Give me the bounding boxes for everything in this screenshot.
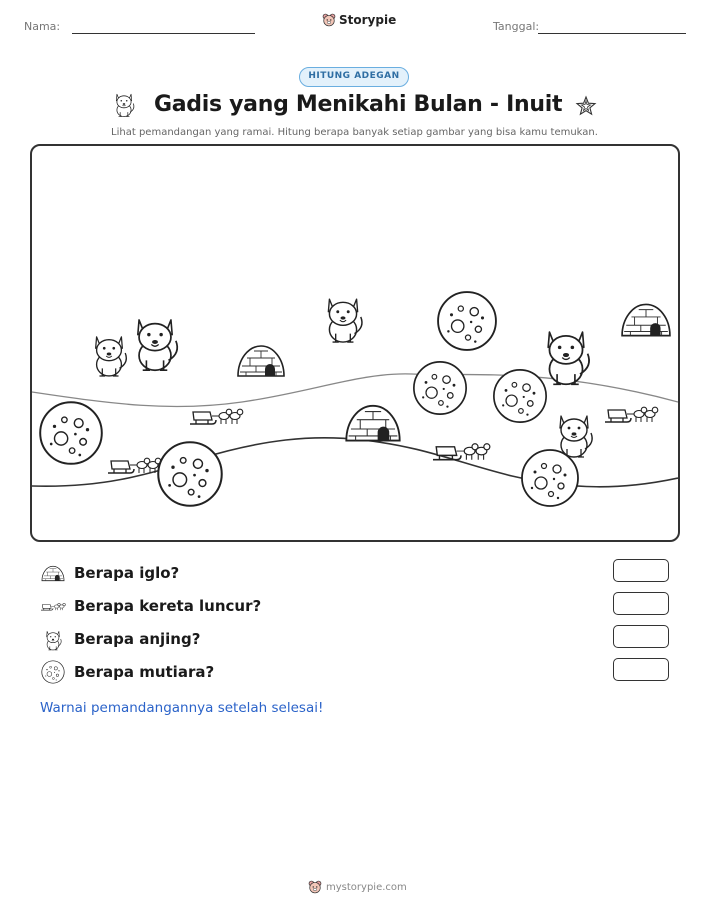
bear-logo-icon [308, 880, 322, 894]
question-text: Berapa iglo? [74, 564, 180, 582]
question-text: Berapa anjing? [74, 630, 201, 648]
pearl-icon [414, 362, 466, 414]
pearl-icon [522, 450, 578, 506]
question-igloo [40, 561, 179, 585]
date-label: Tanggal: [493, 20, 540, 33]
pearl-icon [40, 660, 66, 684]
brand-logo [322, 13, 396, 27]
brand-name: Storypie [339, 13, 397, 27]
dog-icon [138, 320, 177, 370]
name-line[interactable] [72, 33, 255, 34]
answer-box-pearl[interactable] [613, 658, 669, 681]
igloo-icon [622, 304, 670, 335]
activity-badge: HITUNG ADEGAN [299, 67, 409, 87]
star-icon [575, 95, 597, 117]
question-sled [40, 594, 261, 618]
sled-icon [433, 444, 490, 460]
question-pearl [40, 660, 214, 684]
dog-icon [112, 90, 136, 120]
dog-icon [96, 337, 127, 376]
page-title: Gadis yang Menikahi Bulan - Inuit [154, 92, 563, 117]
instructions: Lihat pemandangan yang ramai. Hitung berapa banyak setiap gambar yang bisa kamu temukan. [111, 127, 598, 138]
question-text: Berapa mutiara? [74, 663, 215, 681]
answer-box-dog[interactable] [613, 625, 669, 648]
footer [308, 880, 407, 894]
dog-icon [40, 627, 66, 651]
sled-icon [40, 594, 66, 618]
date-line[interactable] [538, 33, 686, 34]
search-scene [30, 144, 680, 542]
sled-icon [190, 409, 243, 424]
pearl-icon [438, 292, 496, 350]
bear-logo-icon [322, 13, 336, 27]
name-label: Nama: [24, 20, 61, 33]
question-text: Berapa kereta luncur? [74, 597, 262, 615]
title-row [0, 90, 709, 124]
coloring-instruction: Warnai pemandangannya setelah selesai! [40, 700, 324, 716]
answer-box-sled[interactable] [613, 592, 669, 615]
sled-icon [108, 458, 161, 473]
question-dog [40, 627, 200, 651]
dog-icon [328, 299, 362, 342]
pearl-icon [158, 442, 221, 505]
igloo-icon [40, 561, 66, 585]
scene-drawing [32, 146, 678, 540]
footer-url: mystorypie.com [326, 881, 407, 893]
igloo-icon [346, 406, 399, 441]
dog-icon [548, 332, 589, 384]
pearl-icon [494, 370, 546, 422]
dog-icon [560, 416, 592, 457]
pearl-icon [40, 402, 102, 464]
igloo-icon [238, 346, 284, 376]
answer-box-igloo[interactable] [613, 559, 669, 582]
sled-icon [605, 407, 658, 422]
